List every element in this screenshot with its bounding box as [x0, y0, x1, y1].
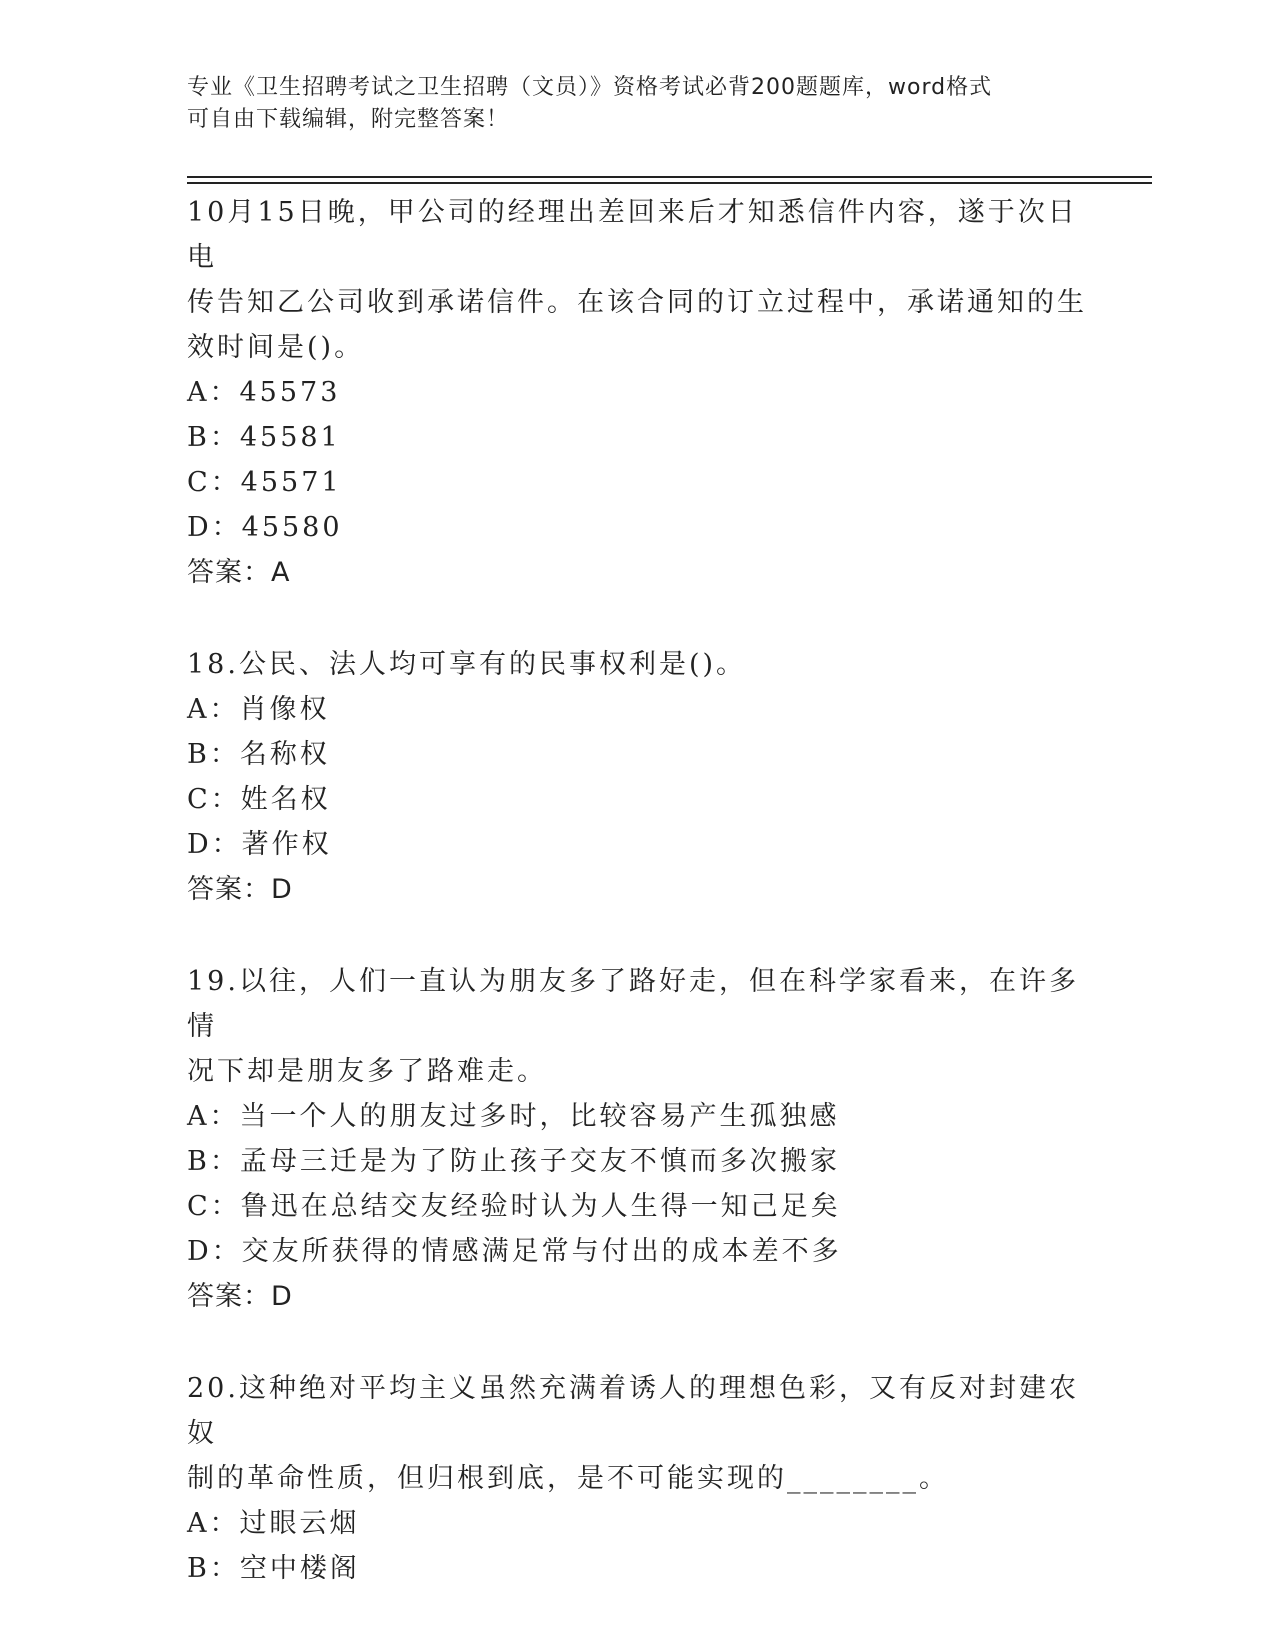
question-stem-line: 20.这种绝对平均主义虽然充满着诱人的理想色彩，又有反对封建农奴: [187, 1373, 1079, 1449]
question-item: [187, 190, 1087, 595]
option-a: A：45573: [187, 377, 341, 408]
option-a: A：过眼云烟: [187, 1508, 360, 1539]
document-header: [187, 72, 1067, 136]
question-stem: [187, 642, 1087, 687]
option-d: D：著作权: [187, 829, 332, 860]
option-a: A：肖像权: [187, 694, 330, 725]
option-d: D：交友所获得的情感满足常与付出的成本差不多: [187, 1236, 842, 1267]
header-title-line-1: 专业《卫生招聘考试之卫生招聘（文员）》资格考试必背200题题库，word格式: [187, 75, 993, 100]
question-item: [187, 642, 1087, 912]
question-stem: [187, 190, 1087, 370]
answer-value: D: [271, 874, 293, 905]
question-item: [187, 1366, 1087, 1591]
header-divider-top: [187, 176, 1152, 178]
option-b: B：45581: [187, 422, 341, 453]
answer-line: [187, 550, 1087, 595]
question-stem-line: 19.以往，人们一直认为朋友多了路好走，但在科学家看来，在许多情: [187, 966, 1079, 1042]
header-divider-bottom: [187, 182, 1152, 184]
spacer: [187, 595, 1087, 642]
question-stem-line: 制的革命性质，但归根到底，是不可能实现的________。: [187, 1463, 949, 1494]
answer-label: 答案：: [187, 874, 271, 905]
option-b: B：名称权: [187, 739, 330, 770]
option-c: C：45571: [187, 467, 342, 498]
question-stem-line: 况下却是朋友多了路难走。: [187, 1056, 547, 1087]
answer-label: 答案：: [187, 1281, 271, 1312]
spacer: [187, 912, 1087, 959]
question-stem-line: 18.公民、法人均可享有的民事权利是()。: [187, 649, 747, 680]
option-c: C：鲁迅在总结交友经验时认为人生得一知己足矣: [187, 1191, 841, 1222]
answer-value: D: [271, 1281, 293, 1312]
answer-line: [187, 1274, 1087, 1319]
header-title-line-2: 可自由下载编辑，附完整答案！: [187, 107, 510, 132]
option-b: B：空中楼阁: [187, 1553, 360, 1584]
question-stem: [187, 1366, 1087, 1501]
question-stem-line: 传告知乙公司收到承诺信件。在该合同的订立过程中，承诺通知的生: [187, 287, 1087, 318]
question-list: [187, 190, 1087, 1591]
option-a: A：当一个人的朋友过多时，比较容易产生孤独感: [187, 1101, 840, 1132]
question-item: [187, 959, 1087, 1319]
option-c: C：姓名权: [187, 784, 331, 815]
spacer: [187, 1319, 1087, 1366]
option-d: D：45580: [187, 512, 343, 543]
answer-line: [187, 867, 1087, 912]
question-stem: [187, 959, 1087, 1094]
question-stem-line: 效时间是()。: [187, 332, 365, 363]
question-stem-line: 10月15日晚，甲公司的经理出差回来后才知悉信件内容，遂于次日电: [187, 197, 1078, 273]
answer-label: 答案：: [187, 557, 271, 588]
option-b: B：孟母三迁是为了防止孩子交友不慎而多次搬家: [187, 1146, 840, 1177]
answer-value: A: [271, 557, 291, 588]
